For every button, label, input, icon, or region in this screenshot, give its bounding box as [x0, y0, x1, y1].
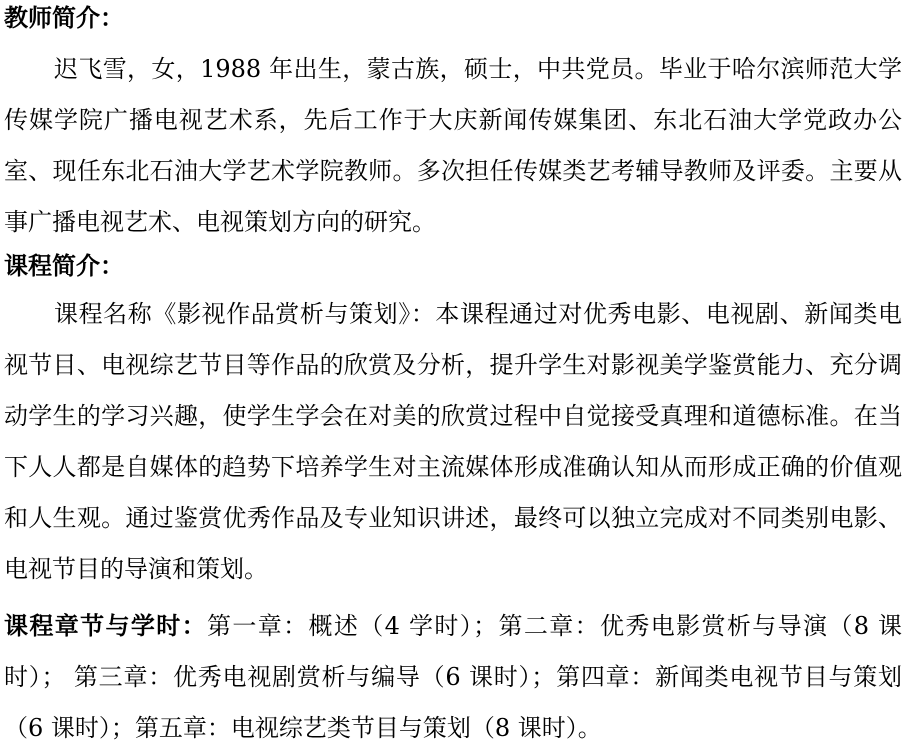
course-chapters-paragraph — [4, 601, 902, 754]
course-description-paragraph: 课程名称《影视作品赏析与策划》：本课程通过对优秀电影、电视剧、新闻类电视节目、电视综艺节目等作品的欣赏及分析，提升学生对影视美学鉴赏能力、充分调动学生的学习兴趣，使学生学会在对美的欣赏过程中自觉接受真理和道德标准。在当下人人都是自媒体的趋势下培养学生对主流媒体形成准确认知从而形成正确的价值观和人生观。通过鉴赏优秀作品及专业知识讲述，最终可以独立完成对不同类别电影、电视节目的导演和策划。 — [4, 300, 902, 583]
teacher-intro-heading: 教师简介： — [4, 4, 124, 32]
teacher-bio-paragraph: 迟飞雪，女，1988 年出生，蒙古族，硕士，中共党员。毕业于哈尔滨师范大学传媒学院广播电视艺术系，先后工作于大庆新闻传媒集团、东北石油大学党政办公室、现任东北石油大学艺术学院教师。多次担任传媒类艺考辅导教师及评委。主要从事广播电视艺术、电视策划方向的研究。 — [4, 55, 902, 236]
course-intro-heading: 课程简介： — [4, 252, 124, 280]
course-chapters-label: 课程章节与学时： — [4, 612, 208, 640]
course-chapters-text: 第一章：概述（4 学时）；第二章：优秀电影赏析与导演（8 课时）； 第三章：优秀电视剧赏析与编导（6 课时）；第四章：新闻类电视节目与策划（6 课时）；第五章：电视综艺类节目与策划（8 课时）。 — [4, 612, 903, 742]
